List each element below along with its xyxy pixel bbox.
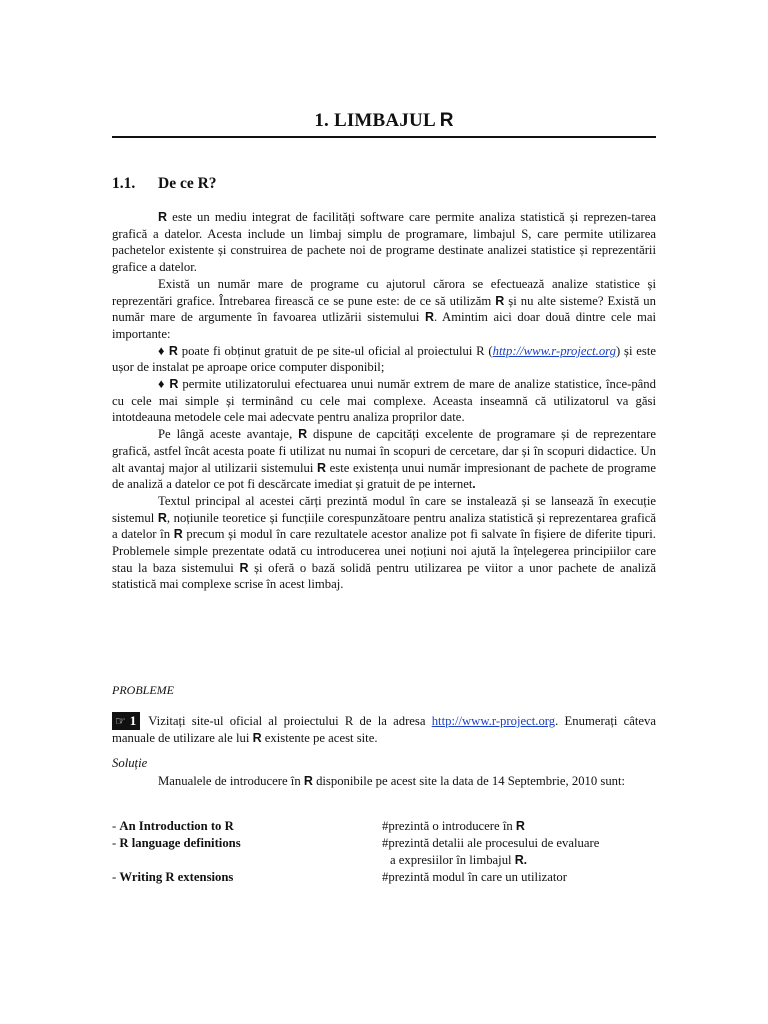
manual-name (112, 818, 382, 835)
manual-description (382, 835, 656, 869)
r-symbol: R (168, 343, 178, 358)
paragraph-text: . Amintim aici doar două dintre cele mai importante: (112, 310, 656, 341)
exercise-text: existente pe acest site. (261, 731, 378, 745)
paragraph-why (112, 276, 656, 343)
paragraph-text: permite utilizatorului efectuarea unui număr extrem de mare de analize statistice, înce-pând cu cele mai simple și terminând cu cele mai complexe. Aceasta inseamnă că utilizatorul va găsi intotdeauna metodele cele mai adecvate pentru analiza proprilor date. (112, 377, 656, 425)
paragraph-intro (112, 209, 656, 276)
paragraph-text: și oferă o bază solidă pentru utilizarea pe viitor a unor pachete de analiză statistică mai complexe scrise în acest limbaj. (112, 560, 656, 592)
manual-list (112, 818, 656, 886)
manual-name (112, 869, 382, 886)
exercise-number: 1 (129, 713, 137, 728)
paragraph-text: precum și modul în care rezultatele acestor analize pot fi salvate în fișiere de diferite tipuri. Problemele simple prezentate odată cu introducerea unei noțiuni noi ajută la înțelegerea principiilor care stau la baza sistemului (112, 527, 656, 575)
paragraph-text: este un mediu integrat de facilități software care permite analiza statistică și reprezen-tarea grafică a datelor. Acesta include un limbaj simplu de programare, limbajul S, care permite utilizarea pachetelor existente și construirea de pachete noi de programe destinate analizei statistice și reprezentării grafice a datelor. (112, 210, 656, 275)
paragraph-text: Există un număr mare de programe cu ajutorul cărora se efectuează analize statistice și reprezentări grafice. Întrebarea firească ce se pune este: de ce să utilizăm (112, 276, 656, 308)
manual-title: An Introduction to R (119, 819, 234, 833)
exercise-1 (112, 712, 656, 747)
manual-item (112, 869, 656, 886)
bullet-diamond-icon: ♦ (158, 343, 169, 358)
body-text (112, 209, 656, 593)
list-dash: - (112, 836, 120, 850)
paragraph-text: Textul principal al acestei cărți prezintă modul în care se instalează și se lansează în execuție sistemul (112, 493, 656, 525)
manual-desc-continuation (382, 852, 656, 869)
r-symbol: R (515, 819, 525, 833)
r-project-link[interactable]: http://www.r-project.org (431, 714, 556, 728)
r-symbol: R (158, 210, 168, 224)
r-project-link[interactable]: http://www.r-project.org (492, 343, 616, 358)
r-symbol: R (169, 377, 179, 392)
manual-item (112, 818, 656, 835)
manual-desc-text: . (523, 853, 527, 867)
paragraph-book-content (112, 493, 656, 593)
paragraph-text: și nu alte sisteme? Există un număr mare de argumente în favoarea utlizării sistemului (112, 293, 656, 325)
r-symbol: R (424, 310, 434, 325)
r-symbol: R (495, 293, 505, 308)
solution-heading: Soluție (112, 756, 148, 770)
manual-name (112, 835, 382, 852)
paragraph-text: ) și este ușor de instalat pe aproape orice computer disponibil; (112, 343, 657, 375)
manual-desc-text: #prezintă o introducere în (382, 819, 516, 833)
r-symbol: R (316, 460, 327, 475)
chapter-title-text: 1. LIMBAJUL (314, 110, 440, 131)
section-title: De ce R? (158, 175, 217, 192)
manual-desc-text: a expresiilor în limbajul (390, 853, 515, 867)
manual-title: R language definitions (119, 836, 241, 850)
paragraph-text: . (472, 477, 476, 492)
manual-description (382, 818, 656, 835)
manual-item (112, 835, 656, 869)
manual-description (382, 869, 656, 886)
r-symbol: R (298, 427, 308, 442)
r-symbol: R (157, 510, 167, 525)
r-symbol: R (173, 527, 183, 542)
paragraph-text: Manualele de introducere în (158, 774, 304, 788)
section-heading (112, 175, 217, 193)
bullet-item-free (112, 343, 656, 376)
r-symbol: R (514, 853, 524, 867)
manual-desc-text: #prezintă modul în care un utilizator (382, 870, 567, 884)
list-dash: - (112, 870, 120, 884)
paragraph-text: dispune de capcități excelente de programare și de reprezentare grafică, astfel încât acesta poate fi utilizat nu numai în scopuri de cercetare, dar și în scopuri didactice. Un alt avantaj major al utilizarii sistemului (112, 427, 656, 475)
pointing-hand-icon: ☞ (115, 714, 126, 728)
paragraph-text: , noțiunile teoretice și funcțiile corespunzătoare pentru analiza statistică și reprezentarea grafică a datelor în (112, 510, 657, 542)
chapter-title-r: R (439, 110, 454, 131)
exercise-text: Vizitați site-ul oficial al proiectului R de la adresa (148, 714, 432, 728)
paragraph-advantages (112, 426, 656, 493)
paragraph-text: disponibile pe acest site la data de 14 Septembrie, 2010 sunt: (312, 774, 626, 788)
exercise-badge (112, 712, 140, 730)
exercise-text: . Enumerați câteva manuale de utilizare ale lui (112, 714, 656, 745)
problems-heading: PROBLEME (112, 683, 174, 697)
manual-title: Writing R extensions (119, 870, 234, 884)
paragraph-text: poate fi obținut gratuit de pe site-ul oficial al proiectului R ( (177, 343, 493, 358)
paragraph-text: este existența unui număr impresionant de pachete de programe de analiză a datelor ce pot fi descărcate imediat și gratuit de pe internet (112, 460, 656, 492)
manual-desc-text: #prezintă detalii ale procesului de evaluare (382, 836, 600, 850)
bullet-item-analyses (112, 376, 656, 426)
r-symbol: R (303, 774, 313, 788)
solution-text (112, 773, 656, 790)
paragraph-text: Pe lângă aceste avantaje, (158, 427, 299, 442)
bullet-diamond-icon: ♦ (158, 377, 170, 392)
section-number: 1.1. (112, 175, 136, 192)
list-dash: - (112, 819, 120, 833)
chapter-title (112, 110, 656, 132)
r-symbol: R (252, 731, 262, 745)
title-divider (112, 136, 656, 138)
solution-paragraph (112, 773, 656, 790)
r-symbol: R (239, 560, 249, 575)
